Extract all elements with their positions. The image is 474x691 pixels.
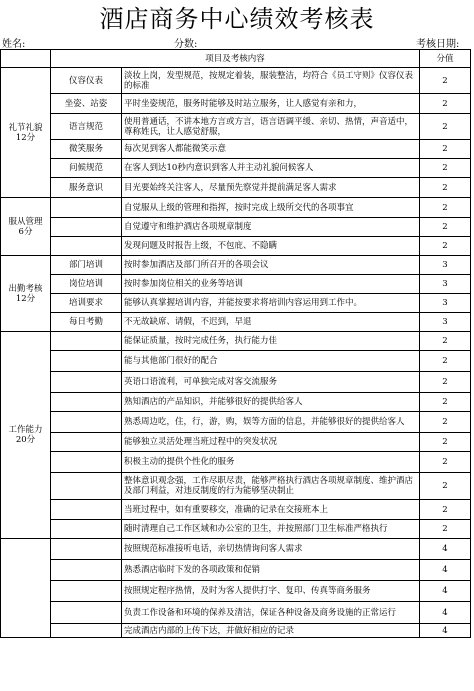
subitem-cell: [51, 520, 122, 539]
subitem-cell: [51, 581, 122, 602]
category-name: 出勤考核: [8, 283, 43, 294]
subitem-cell: [51, 412, 122, 433]
score-cell: 2: [420, 351, 471, 372]
score-cell: 3: [420, 313, 471, 332]
score-cell: 2: [420, 94, 471, 114]
score-cell: 2: [420, 114, 471, 140]
table-row: [1, 351, 471, 372]
table-row: [1, 412, 471, 433]
subitem-cell: 部门培训: [51, 256, 122, 275]
table-row: [1, 178, 471, 198]
subitem-cell: [51, 433, 122, 452]
score-cell: 2: [420, 237, 471, 256]
subitem-cell: [51, 393, 122, 412]
description-cell: 能保证质量，按时完成任务，执行能力佳: [122, 332, 420, 351]
description-cell: 积极主动的提供个性化的服务: [122, 452, 420, 473]
category-cell: [1, 68, 51, 198]
category-points: 20分: [15, 435, 36, 445]
subitem-cell: [51, 624, 122, 638]
score-cell: 4: [420, 560, 471, 581]
table-row: [1, 218, 471, 237]
table-row: [1, 520, 471, 539]
subitem-cell: 语言规范: [51, 114, 122, 140]
category-name: 服从管理: [8, 216, 43, 227]
score-cell: 2: [420, 198, 471, 218]
category-name: 工作能力: [8, 425, 43, 435]
table-row: [1, 372, 471, 393]
category-cell: [1, 256, 51, 332]
category-cell: [1, 198, 51, 256]
subitem-cell: [51, 237, 122, 256]
description-cell: 自觉服从上级的管理和指挥，按时完成上级所交代的各项事宜: [122, 198, 420, 218]
score-cell: 2: [420, 473, 471, 500]
subitem-cell: 微笑服务: [51, 140, 122, 159]
subitem-cell: 岗位培训: [51, 275, 122, 294]
score-cell: 2: [420, 393, 471, 412]
subitem-cell: 问候规范: [51, 159, 122, 178]
table-row: [1, 140, 471, 159]
score-cell: 3: [420, 275, 471, 294]
score-cell: 2: [420, 452, 471, 473]
category-name: 礼节礼貌: [8, 122, 43, 133]
name-label: 姓名:: [2, 39, 26, 50]
score-cell: 2: [420, 140, 471, 159]
description-cell: 按时参加岗位相关的业务等培训: [122, 275, 420, 294]
table-row: [1, 539, 471, 560]
description-cell: 随时清理自己工作区域和办公室的卫生，并按照部门卫生标准严格执行: [122, 520, 420, 539]
score-label: 分数:: [174, 39, 198, 50]
table-row: [1, 332, 471, 351]
table-row: [1, 198, 471, 218]
description-cell: 完成酒店内部的上传下达，并做好相应的记录: [122, 624, 420, 638]
date-label: 考核日期:: [416, 39, 460, 50]
header-score-cell: 分值: [420, 50, 471, 68]
subitem-cell: 服务意识: [51, 178, 122, 198]
table-row: [1, 581, 471, 602]
subitem-cell: [51, 539, 122, 560]
table-row: [1, 624, 471, 638]
score-cell: 4: [420, 624, 471, 638]
score-cell: 2: [420, 520, 471, 539]
description-cell: 淡妆上岗，发型规范，按规定着装，服装整洁，均符合《员工守则》仪容仪表的标准: [122, 68, 420, 94]
subitem-cell: [51, 602, 122, 624]
description-cell: 使用普通话，不讲本地方言或方言，语言语调平缓、亲切、热情，声音适中，尊称姓氏，让人感觉舒服，: [122, 114, 420, 140]
description-cell: 不无故缺席、请假，不迟到，早退: [122, 313, 420, 332]
description-cell: 整体意识观念强，工作尽职尽责，能够严格执行酒店各项规章制度、维护酒店及部门利益，对违反制度的行为能够坚决制止: [122, 473, 420, 500]
description-cell: 每次见到客人都能微笑示意: [122, 140, 420, 159]
category-points: 6分: [18, 226, 33, 237]
score-cell: 2: [420, 68, 471, 94]
header-blank-cell: [1, 50, 51, 68]
subitem-cell: [51, 560, 122, 581]
info-row: [0, 35, 474, 49]
table-row: [1, 94, 471, 114]
score-cell: 2: [420, 433, 471, 452]
description-cell: 按时参加酒店及部门所召开的各项会议: [122, 256, 420, 275]
description-cell: 熟悉酒店临时下发的各项政策和促销: [122, 560, 420, 581]
description-cell: 负责工作设备和环境的保养及清洁，保证各种设备及商务设施的正常运行: [122, 602, 420, 624]
score-cell: 2: [420, 218, 471, 237]
table-header-row: [1, 50, 471, 68]
score-cell: 4: [420, 539, 471, 560]
table-row: [1, 433, 471, 452]
description-cell: 能与其他部门很好的配合: [122, 351, 420, 372]
table-row: [1, 500, 471, 520]
description-cell: 能够独立灵活处理当班过程中的突发状况: [122, 433, 420, 452]
description-cell: 目光要始终关注客人，尽量预先察觉并提前满足客人需求: [122, 178, 420, 198]
category-points: 12分: [15, 132, 36, 143]
description-cell: 当班过程中，如有重要移交，准确的记录在交接班本上: [122, 500, 420, 520]
table-row: [1, 114, 471, 140]
subitem-cell: [51, 500, 122, 520]
subitem-cell: 坐姿、站姿: [51, 94, 122, 114]
table-row: [1, 313, 471, 332]
score-cell: 2: [420, 332, 471, 351]
table-row: [1, 159, 471, 178]
category-cell: [1, 332, 51, 539]
score-cell: 4: [420, 581, 471, 602]
score-cell: 3: [420, 294, 471, 313]
table-row: [1, 294, 471, 313]
score-cell: 2: [420, 178, 471, 198]
score-cell: 2: [420, 412, 471, 433]
table-row: [1, 237, 471, 256]
score-cell: 2: [420, 159, 471, 178]
description-cell: 平时坐姿规范，服务时能够及时站立服务，让人感觉有亲和力，: [122, 94, 420, 114]
appraisal-table-body: [1, 50, 471, 638]
subitem-cell: 每日考勤: [51, 313, 122, 332]
table-row: [1, 275, 471, 294]
score-cell: 4: [420, 602, 471, 624]
table-row: [1, 393, 471, 412]
table-row: [1, 68, 471, 94]
page-title: 酒店商务中心绩效考核表: [99, 5, 375, 33]
subitem-cell: [51, 452, 122, 473]
description-cell: 按照规范标准接听电话，亲切热情询问客人需求: [122, 539, 420, 560]
category-cell: [1, 539, 51, 638]
subitem-cell: 培训要求: [51, 294, 122, 313]
description-cell: 能够认真掌握培训内容，并能按要求将培训内容运用到工作中。: [122, 294, 420, 313]
subitem-cell: [51, 473, 122, 500]
category-points: 12分: [15, 293, 36, 304]
description-cell: 熟知酒店的产品知识，并能够很好的提供给客人: [122, 393, 420, 412]
description-cell: 发现问题及时报告上级，不包庇、不隐瞒: [122, 237, 420, 256]
subitem-cell: [51, 332, 122, 351]
appraisal-table: [0, 49, 471, 638]
score-cell: 2: [420, 500, 471, 520]
description-cell: 熟悉周边吃，住，行，游，购，娱等方面的信息，并能够很好的提供给客人: [122, 412, 420, 433]
subitem-cell: [51, 218, 122, 237]
description-cell: 英语口语流利，可单独完成对客交流服务: [122, 372, 420, 393]
subitem-cell: 仪容仪表: [51, 68, 122, 94]
table-row: [1, 560, 471, 581]
description-cell: 按照规定程序热情，及时为客人提供打字、复印、传真等商务服务: [122, 581, 420, 602]
subitem-cell: [51, 351, 122, 372]
description-cell: 在客人到达10秒内意识到客人并主动礼貌问候客人: [122, 159, 420, 178]
subitem-cell: [51, 198, 122, 218]
table-row: [1, 602, 471, 624]
header-items-cell: 项目及考核内容: [51, 50, 420, 68]
score-cell: 2: [420, 372, 471, 393]
score-cell: 3: [420, 256, 471, 275]
description-cell: 自觉遵守和维护酒店各项规章制度: [122, 218, 420, 237]
table-row: [1, 452, 471, 473]
table-row: [1, 473, 471, 500]
table-row: [1, 256, 471, 275]
subitem-cell: [51, 372, 122, 393]
